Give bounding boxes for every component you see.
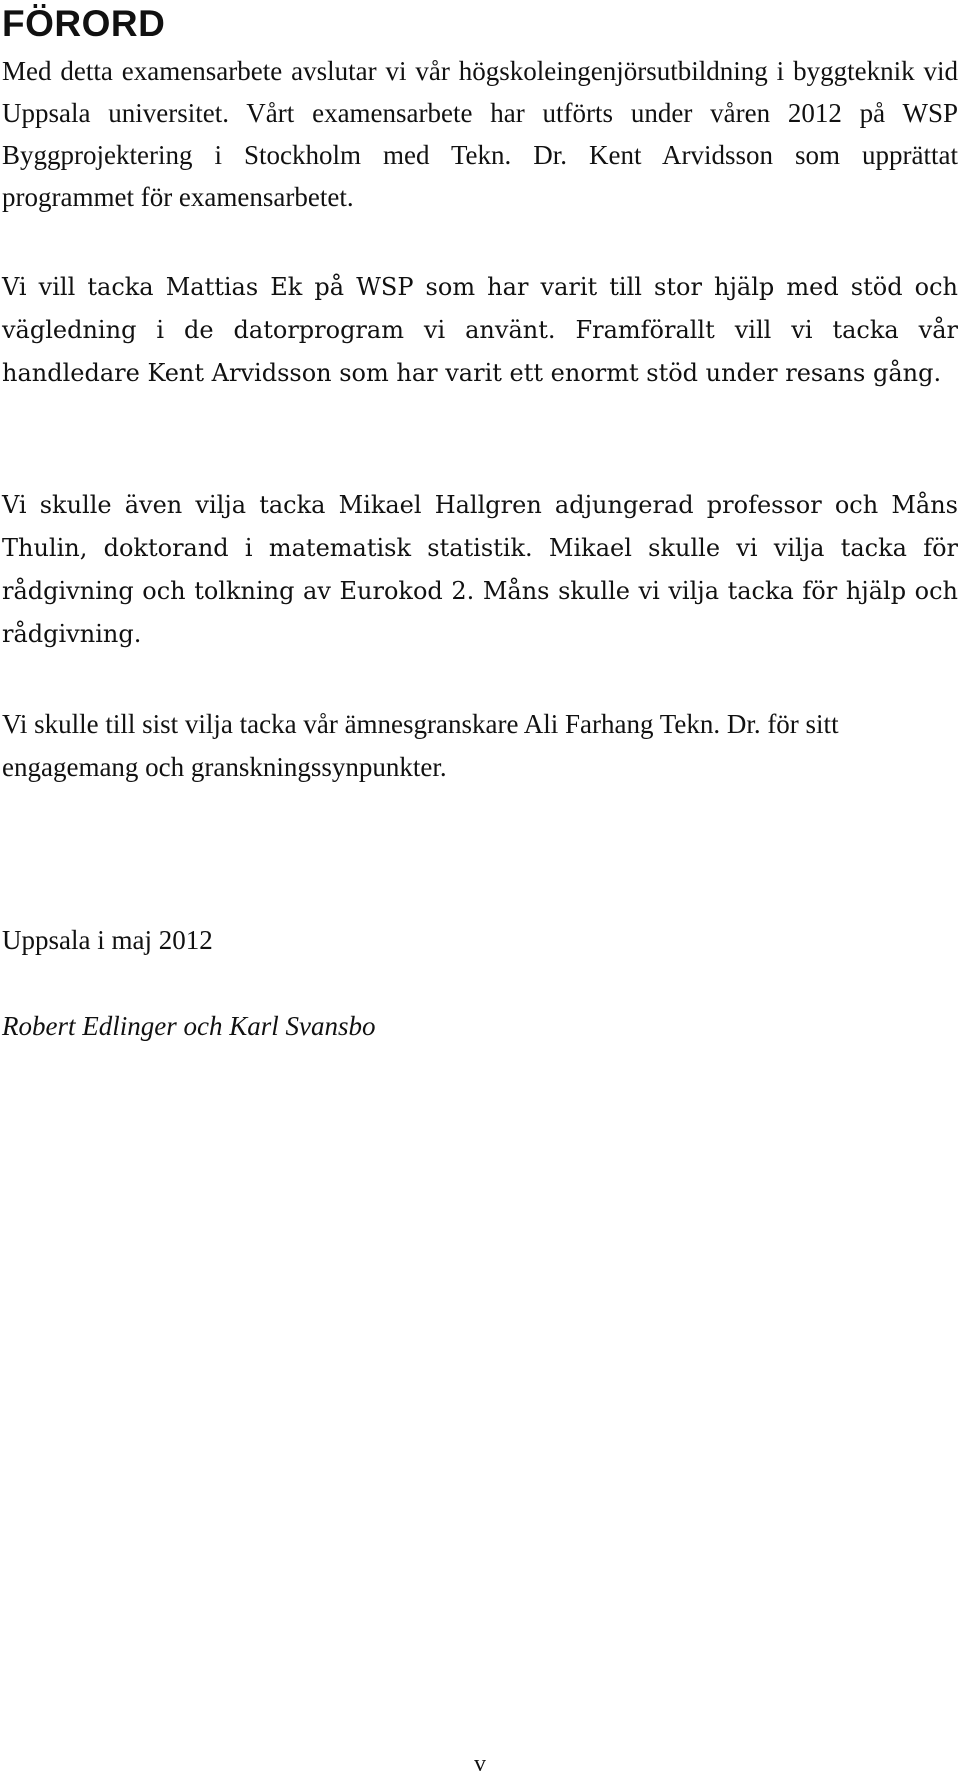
page-number: v — [474, 1751, 486, 1777]
page-heading: FÖRORD — [2, 3, 166, 44]
preface-paragraph-thanks-wsp: Vi vill tacka Mattias Ek på WSP som har varit till stor hjälp med stöd och vägledning i de datorprogram vi använt. Framförallt vill vi tacka vår handledare Kent Arvidsson som har varit ett enormt stöd under resans gång. — [2, 273, 958, 387]
preface-paragraph-intro: Med detta examensarbete avslutar vi vår högskoleingenjörsutbildning i byggteknik vid Uppsala universitet. Vårt examensarbete har utförts under våren 2012 på WSP Byggprojektering i Stockholm med Tekn. Dr. Kent Arvidsson som upprättat programmet för examensarbetet. — [2, 56, 958, 212]
place-and-date: Uppsala i maj 2012 — [2, 925, 213, 955]
author-names: Robert Edlinger och Karl Svansbo — [2, 1011, 376, 1041]
preface-paragraph-thanks-reviewer: Vi skulle till sist vilja tacka vår ämnesgranskare Ali Farhang Tekn. Dr. för sitt engagemang och granskningssynpunkter. — [2, 709, 839, 782]
preface-paragraph-thanks-academics: Vi skulle även vilja tacka Mikael Hallgren adjungerad professor och Måns Thulin, doktorand i matematisk statistik. Mikael skulle vi vilja tacka för rådgivning och tolkning av Eurokod 2. Måns skulle vi vilja tacka för hjälp och rådgivning. — [2, 491, 958, 648]
